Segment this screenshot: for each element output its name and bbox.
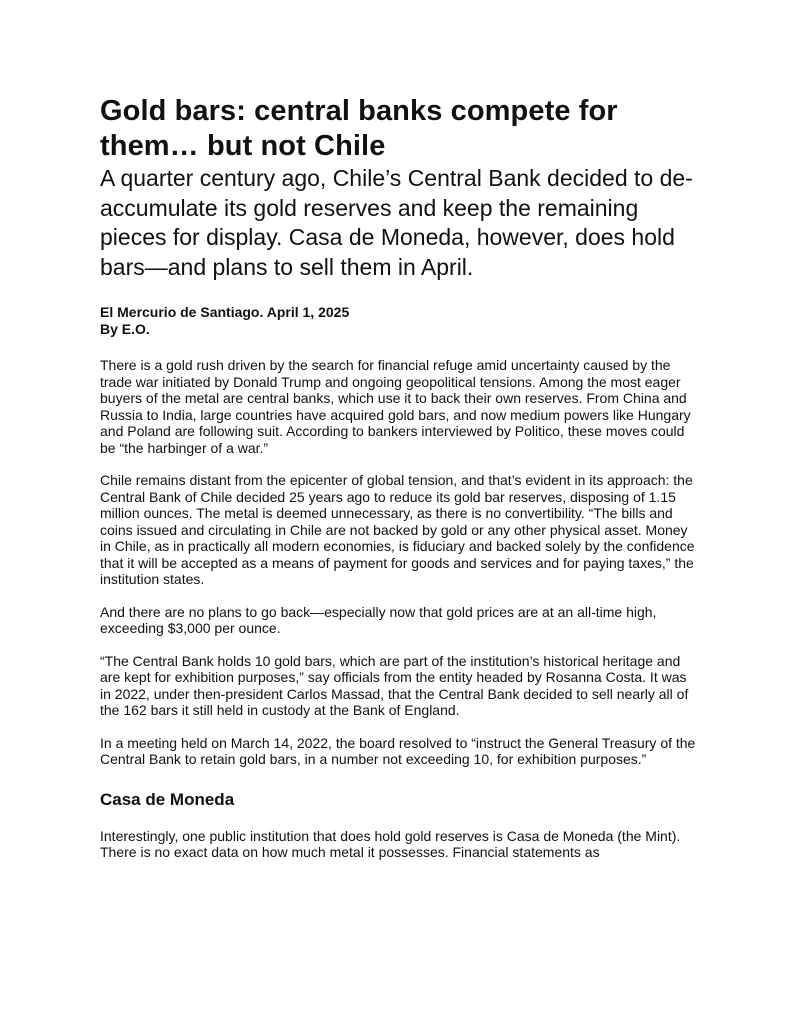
section-heading: Casa de Moneda: [100, 789, 235, 809]
body-paragraph: In a meeting held on March 14, 2022, the board resolved to “instruct the General Treasury of the Central Bank to retain gold bars, in a number not exceeding 10, for exhibition purposes.”: [100, 734, 696, 767]
body-paragraph: Chile remains distant from the epicenter of global tension, and that’s evident in its approach: the Central Bank of Chile decided 25 years ago to reduce its gold bar reserves, disposing of 1.15 million ounces. The metal is deemed unnecessary, as there is no convertibility. “The bills and coins issued and circulating in Chile are not backed by gold or any other physical asset. Money in Chile, as in practically all modern economies, is fiduciary and backed solely by the confidence that it will be accepted as a means of payment for goods and services and for paying taxes,” the institution states.: [100, 472, 695, 587]
article-meta: [100, 304, 700, 338]
article-subtitle: A quarter century ago, Chile’s Central Bank decided to de-accumulate its gold reserves and keep the remaining pieces for display. Casa de Moneda, however, does hold bars—and plans to sell them in April.: [100, 165, 693, 280]
body-paragraph: Interestingly, one public institution that does hold gold reserves is Casa de Moneda (the Mint). There is no exact data on how much metal it possesses. Financial statements as: [100, 827, 681, 860]
body-paragraph: And there are no plans to go back—especially now that gold prices are at an all-time high, exceeding $3,000 per ounce.: [100, 603, 657, 636]
body-paragraph: “The Central Bank holds 10 gold bars, which are part of the institution’s historical heritage and are kept for exhibition purposes,” say officials from the entity headed by Rosanna Costa. It was in 2022, under then-president Carlos Massad, that the Central Bank decided to sell nearly all of the 162 bars it still held in custody at the Bank of England.: [100, 652, 689, 718]
source-date: El Mercurio de Santiago. April 1, 2025: [100, 304, 350, 320]
byline: By E.O.: [100, 321, 150, 337]
body-paragraph: There is a gold rush driven by the search for financial refuge amid uncertainty caused by the trade war initiated by Donald Trump and ongoing geopolitical tensions. Among the most eager buyers of the metal are central banks, which use it to back their own reserves. From China and Russia to India, large countries have acquired gold bars, and now medium powers like Hungary and Poland are following suit. According to bankers interviewed by Politico, these moves could be “the harbinger of a war.”: [100, 357, 691, 456]
article-body: [100, 357, 700, 861]
article-title: Gold bars: central banks compete for them… but not Chile: [100, 95, 618, 162]
article: [100, 94, 700, 877]
